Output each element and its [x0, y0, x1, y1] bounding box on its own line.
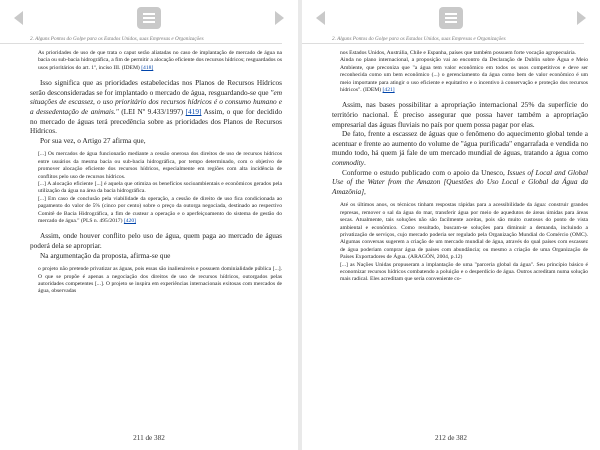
paragraph: Na argumentação da proposta, afirma-se que	[40, 250, 171, 260]
block-quote: [...] Em caso de conclusão pela viabilidade da operação, a cessão de direito de uso fica condicionada ao pagamento do valor de 5% (cinco por cento) sobre o preço da outorga negociada, destinado ao respectivo Comitê de Bacia Hidrográfica, a fim de custear a operação e o aperfeiçoamento do sistema de gestão do mercado de água." (PLS n. 495/2017) [420]	[38, 195, 282, 225]
footnote-link[interactable]: [419]	[185, 107, 202, 116]
paragraph: De fato, frente a escassez de águas que o fenômeno do aquecimento global tende a acentuar e frente ao aumento do volume de "água purificada" engarrafada e vendida no mundo todo, há quem já fale de um mercado mundial de águas, tratando a água como commodity.	[332, 129, 588, 167]
block-quote: Ainda no plano internacional, a proposição vai ao encontro da Declaração de Dublin sobre Água e Meio Ambiente, que preconiza que "a água tem valor econômico em todos os usos competitivos e deve ser reconhecida como um bem econômico (...) o gerenciamento da água como bem de valor econômico é um meio importante para atingir o uso eficiente e equitativo e o incentivo à conservação e proteção dos recursos hídricos". (IDEM) [421]	[340, 57, 588, 94]
page-content	[0, 44, 298, 296]
paragraph: Conforme o estudo publicado com o apoio da Unesco, Issues of Local and Global Use of the Water from the Amazon [Questões do Uso Local e Global da Água da Amazônia],	[332, 167, 588, 196]
paragraph: Isso significa que as prioridades estabelecidas nos Planos de Recursos Hídricos serão desconsideradas se for implantado o mercado de água, resguardando-se que "em situações de escassez, o uso prioritário dos recursos hídricos é o consumo humano e a dessedentação de animais." (LEI Nº 9.433/1997) [419] Assim, o que for decidido no mercado de águas terá precedência sobre as prioridades dos Planos de Recursos Hídricos.	[30, 78, 283, 136]
running-head: 2. Alguns Pontos do Golpe para os Estados Unidos, suas Empresas e Organizações	[0, 34, 282, 44]
menu-icon[interactable]	[439, 7, 463, 29]
next-page-arrow-icon[interactable]	[275, 11, 284, 25]
page-number: 212 de 382	[435, 434, 467, 442]
block-quote: [...] Os mercados de água funcionarão mediante a cessão onerosa dos direitos de uso de recursos hídricos entre usuários da mesma bacia ou sub-bacia hidrográfica, por tempo determinado, com o objetivo de promover alocação eficiente dos recursos hídricos, especialmente em regiões com alta incidência de conflitos pelo uso de recursos hídricos.	[38, 151, 282, 180]
footnote-link[interactable]: [420]	[123, 218, 136, 225]
paragraph: Por sua vez, o Artigo 27 afirma que,	[40, 135, 146, 145]
next-page-arrow-icon[interactable]	[577, 11, 586, 25]
paragraph: Assim, onde houver conflito pelo uso de água, quem paga ao mercado de águas poderá dela se apropriar.	[30, 231, 282, 251]
menu-icon[interactable]	[137, 7, 161, 29]
previous-page-arrow-icon[interactable]	[14, 11, 23, 25]
block-quote: As prioridades de uso de que trata o caput serão aliatadas no caso de implantação de mercado de água na bacia ou sub-bacia hidrográfica, a fim de permitir a alocação eficiente dos recursos hídricos; resguardados os usos prioritários do art. 1º, inciso III. (IDEM) [418]	[38, 50, 282, 71]
block-quote: Até os últimos anos, os técnicos tinham respostas rápidas para a acessibilidade da água: construir grandes represas, remover o sal da água do mar, transferir água por meio de aquedutos de áreas úmidas para áreas secas. Atualmente, tais soluções não são facilmente aceitas, pois são muito custosos do ponto de vista ambiental e econômico. Como resultado, buscam-se soluções para diminuir a demanda, incluindo a privatização de serviços, cujo mercado poderia ser regulado pela Organização Mundial do Comércio (OMC). Algumas conversas sugerem a criação de um mercado mundial de água, através do qual países com escassez de água poderiam comprar água de países com abundância; ou mesmo a criação de uma Organização de Países Exportadores de Água. (ARAGÓN, 2004, p.12)	[340, 202, 588, 261]
block-quote: [...] A alocação eficiente [...] é aquela que otimiza os benefícios socioambientais e econômicos gerados pela utilização da água na área da bacia hidrográfica.	[38, 181, 282, 195]
block-quote: o projeto não pretende privatizar as águas, pois essas são inalienáveis e possuem dominialidade pública [...]. O que se propõe é apenas a negociação dos direitos de uso de recursos hídricos, outorgados pelas autoridades competentes [...]. O projeto se inspira em experiências internacionais exitosas com mercados de água, observadas	[38, 266, 282, 295]
block-quote: nos Estados Unidos, Austrália, Chile e Espanha, países que também possuem forte vocação agropecuária.	[340, 50, 576, 56]
footnote-link[interactable]: [418]	[141, 64, 154, 71]
block-quote: [...] as Nações Unidas propuseram a implantação de uma "parceria global da água". Seu princípio básico é economizar recursos hídricos combatendo a poluição e o desperdício de água. Outros acreditam numa solução mais radical. Eles acreditam que seria conveniente co-	[340, 261, 588, 283]
previous-page-arrow-icon[interactable]	[316, 11, 325, 25]
paragraph: Assim, nas bases possibilitar a apropriação internacional 25% da superfície do território nacional. É preciso assegurar que possa haver também a apropriação empresarial das águas fluviais no país por quem possa pagar por elas.	[332, 100, 588, 129]
footnote-link[interactable]: [421]	[382, 87, 395, 94]
right-page	[302, 0, 600, 450]
page-content	[302, 44, 600, 284]
running-head: 2. Alguns Pontos do Golpe para os Estados Unidos, suas Empresas e Organizações	[302, 34, 584, 44]
left-page	[0, 0, 298, 450]
page-number: 211 de 382	[133, 434, 165, 442]
reader-toolbar	[302, 0, 600, 34]
reader-toolbar	[0, 0, 298, 34]
